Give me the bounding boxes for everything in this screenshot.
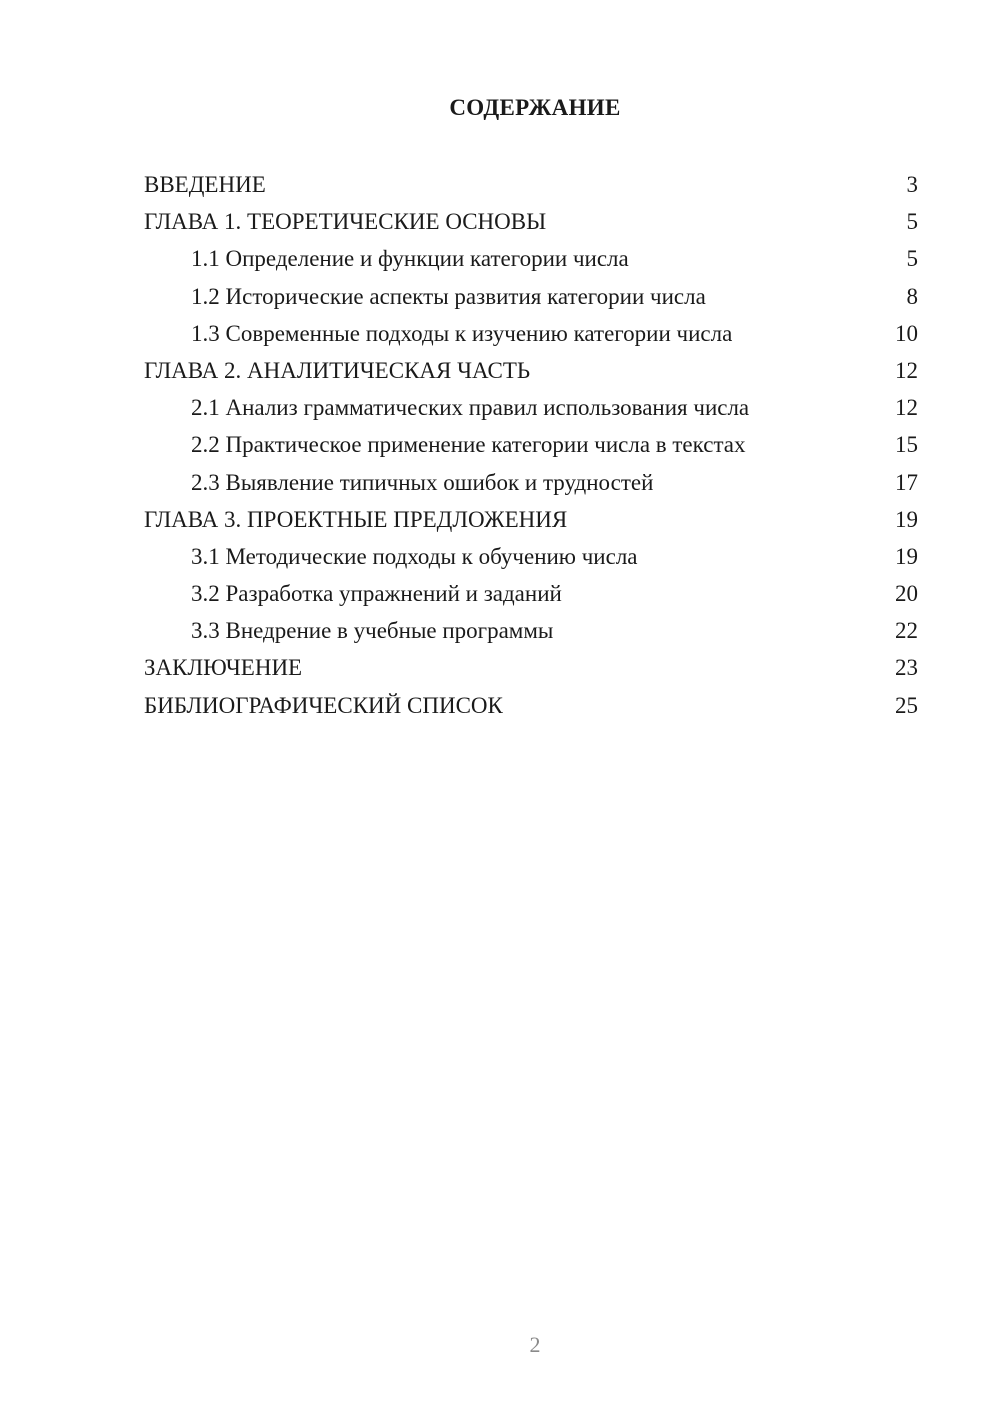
toc-entry [144,203,918,240]
toc-entry-label: ГЛАВА 3. ПРОЕКТНЫЕ ПРЕДЛОЖЕНИЯ [144,506,568,532]
toc-entry-page: 19 [895,506,918,532]
toc-entry-label: 3.2 Разработка упражнений и заданий [191,581,562,607]
toc-entry-label: 2.2 Практическое применение категории числа в текстах [191,432,746,458]
toc-entry-label: ГЛАВА 2. АНАЛИТИЧЕСКАЯ ЧАСТЬ [144,357,531,383]
toc-subentry [144,575,918,612]
toc-subentry [144,464,918,501]
toc-subentry [144,240,918,277]
toc-entry-label: ЗАКЛЮЧЕНИЕ [144,655,303,681]
toc-entry-page: 15 [895,432,918,458]
toc-entry [144,166,918,203]
toc-subentry [144,612,918,649]
toc-entry-page: 8 [906,283,918,309]
toc-entry-page: 25 [895,692,918,718]
toc-entry [144,501,918,538]
toc-entry-label: БИБЛИОГРАФИЧЕСКИЙ СПИСОК [144,692,503,718]
toc-entry-label: 2.3 Выявление типичных ошибок и трудностей [191,469,654,495]
toc-entry [144,649,918,686]
toc-entry-page: 12 [895,357,918,383]
toc-subentry [144,426,918,463]
toc-entry-label: 1.3 Современные подходы к изучению категории числа [191,320,733,346]
toc-entry-label: 1.1 Определение и функции категории числа [191,246,629,272]
page-number: 2 [529,1332,541,1357]
toc-entry [144,352,918,389]
toc-subentry [144,315,918,352]
toc-entry-label: ВВЕДЕНИЕ [144,172,266,197]
toc-list [144,166,918,724]
toc-entry-label: 2.1 Анализ грамматических правил использования числа [191,395,750,421]
toc-entry-page: 17 [895,469,918,495]
toc-entry-page: 10 [895,320,918,346]
toc-subentry [144,278,918,315]
toc-entry-page: 3 [906,172,918,197]
toc-entry-page: 5 [906,246,918,272]
toc-subentry [144,538,918,575]
toc-entry-label: 1.2 Исторические аспекты развития категории числа [191,283,706,309]
toc-entry [144,687,918,724]
toc-entry-label: 3.1 Методические подходы к обучению числа [191,543,638,569]
toc-entry-page: 19 [895,543,918,569]
toc-entry-label: ГЛАВА 1. ТЕОРЕТИЧЕСКИЕ ОСНОВЫ [144,209,547,235]
toc-entry-page: 20 [895,581,918,607]
toc-subentry [144,389,918,426]
toc-entry-label: 3.3 Внедрение в учебные программы [191,618,554,644]
toc-entry-page: 23 [895,655,918,681]
toc-entry-page: 12 [895,395,918,421]
toc-entry-page: 22 [895,618,918,644]
toc-entry-page: 5 [906,209,918,235]
toc-title: СОДЕРЖАНИЕ [449,95,621,120]
